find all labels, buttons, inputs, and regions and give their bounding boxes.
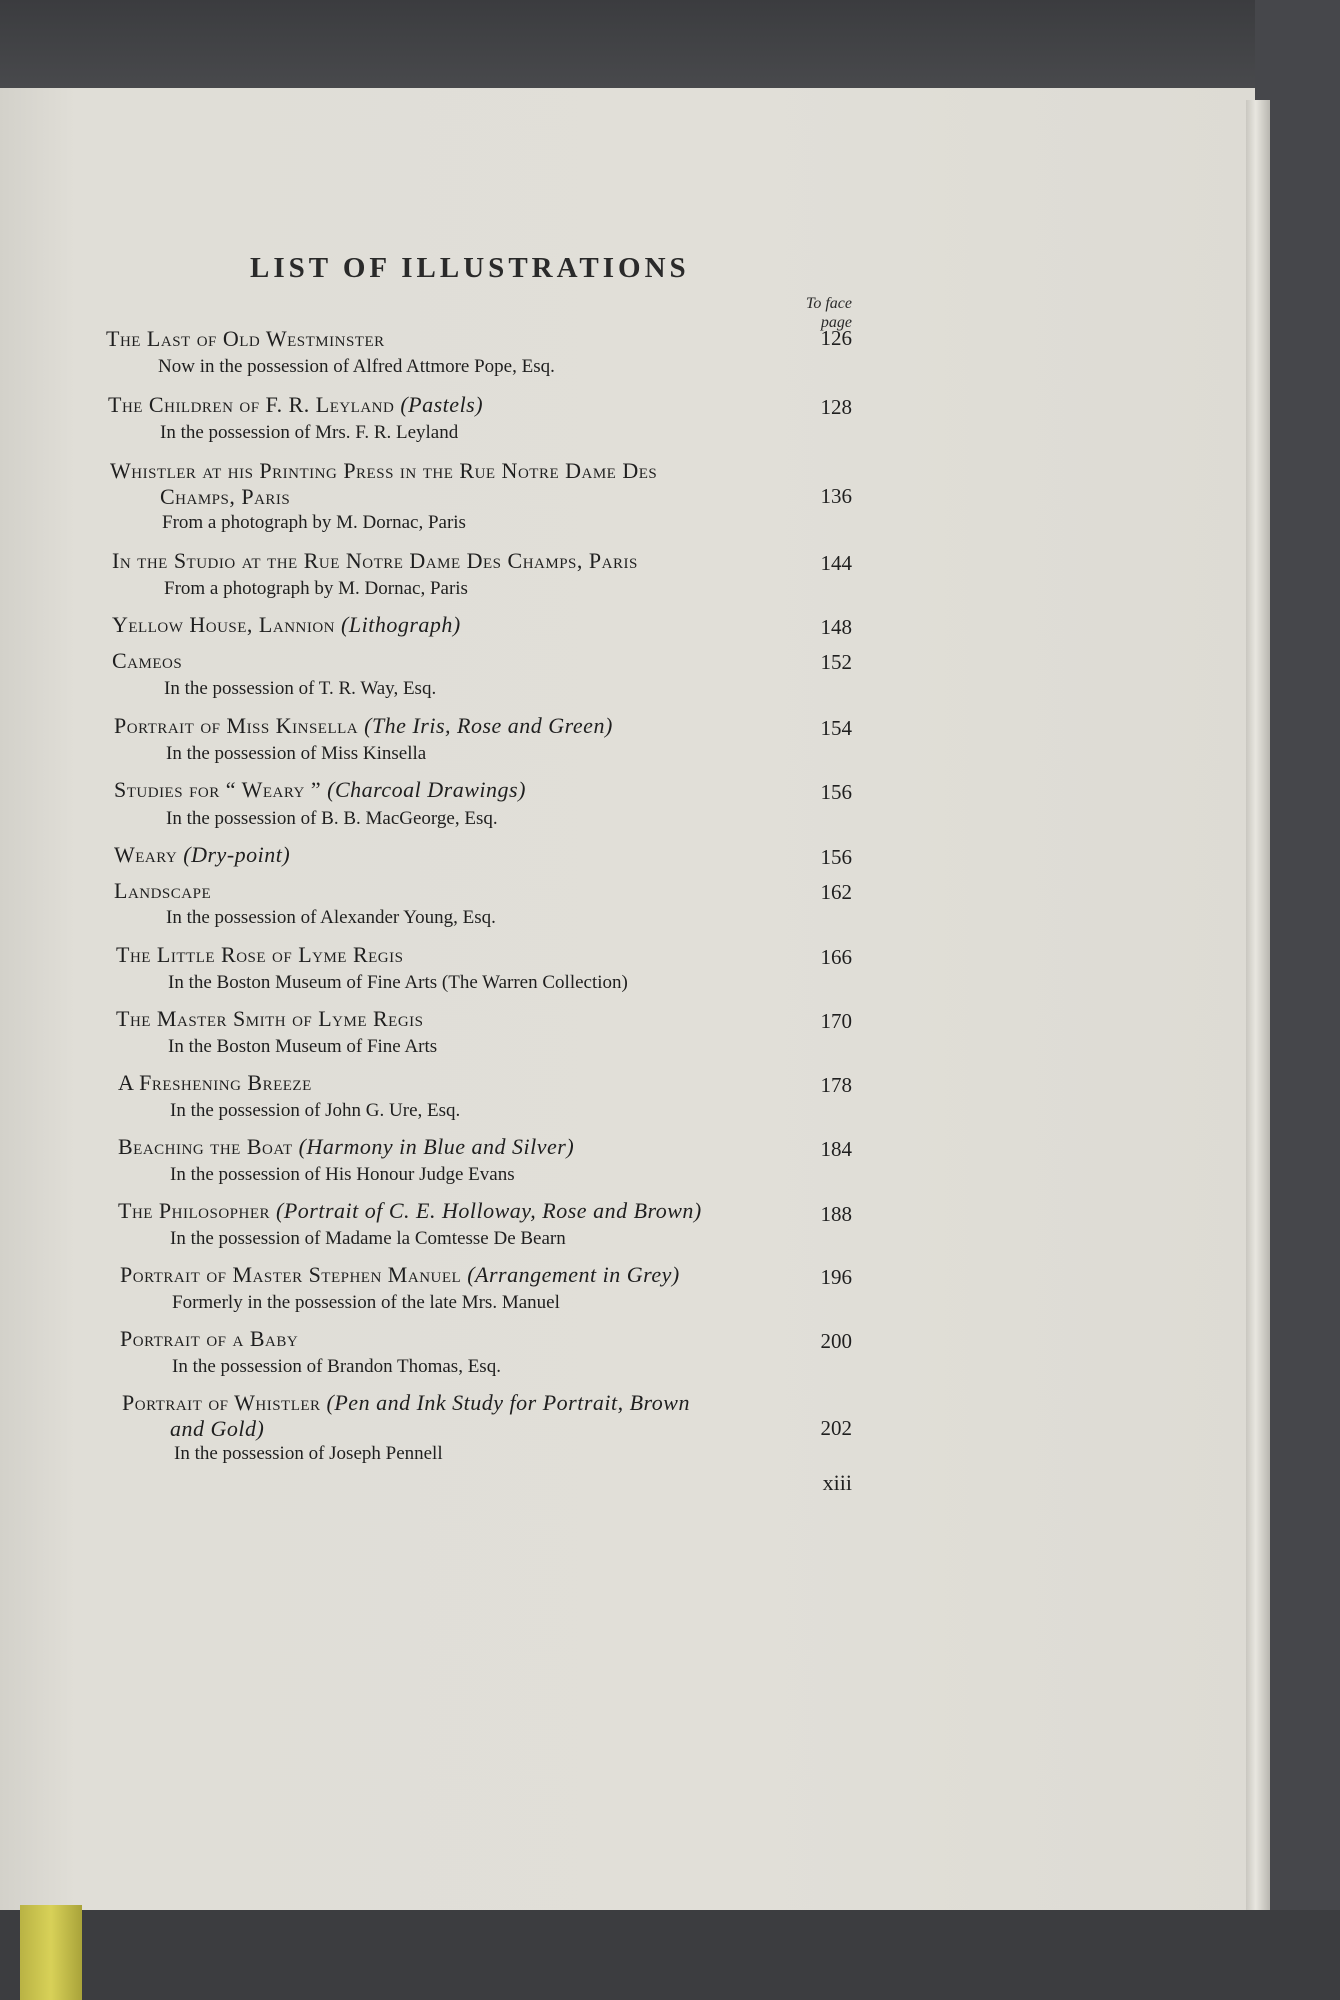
- illustration-provenance: In the Boston Museum of Fine Arts: [168, 1036, 438, 1057]
- illustration-title-text: Beaching the Boat: [118, 1134, 293, 1159]
- illustration-title-text: Whistler at his Printing Press in the Rue Notre Dame Des: [110, 458, 658, 483]
- illustration-title: [114, 842, 290, 868]
- illustration-title: [120, 1326, 298, 1352]
- illustration-title: [106, 326, 385, 352]
- illustration-title-line-2: Champs, Paris: [160, 484, 291, 509]
- illustration-page-number: 144: [820, 551, 852, 575]
- illustration-title: [114, 878, 211, 904]
- column-header-line-1: To face: [805, 295, 852, 312]
- page-title: LIST OF ILLUSTRATIONS: [250, 252, 690, 284]
- illustration-provenance: Formerly in the possession of the late Mrs. Manuel: [172, 1292, 560, 1313]
- illustration-page-number: 154: [820, 716, 852, 740]
- illustration-page-number: 156: [820, 845, 852, 869]
- illustration-title: [108, 392, 483, 418]
- illustration-title-text: The Children of F. R. Leyland: [108, 392, 395, 417]
- illustration-medium: (The Iris, Rose and Green): [364, 713, 613, 738]
- illustration-provenance: In the Boston Museum of Fine Arts (The Warren Collection): [168, 972, 628, 993]
- illustration-title: [112, 612, 461, 638]
- illustration-title-text: The Last of Old Westminster: [106, 326, 385, 351]
- illustration-provenance: From a photograph by M. Dornac, Paris: [162, 512, 466, 533]
- illustration-provenance: In the possession of Joseph Pennell: [174, 1443, 443, 1464]
- bookmark-ribbon: [20, 1905, 82, 2000]
- illustration-provenance: In the possession of John G. Ure, Esq.: [170, 1100, 461, 1121]
- illustration-medium: (Pastels): [400, 392, 484, 417]
- illustration-title: [122, 1390, 690, 1416]
- illustration-provenance: In the possession of Mrs. F. R. Leyland: [160, 422, 459, 443]
- illustration-medium: (Harmony in Blue and Silver): [298, 1134, 575, 1159]
- illustration-medium: (Charcoal Drawings): [327, 777, 526, 802]
- illustration-page-number: 202: [820, 1416, 852, 1440]
- illustration-title-text: In the Studio at the Rue Notre Dame Des Champs, Paris: [112, 548, 638, 573]
- illustration-medium: (Lithograph): [341, 612, 461, 637]
- illustration-medium: (Arrangement in Grey): [467, 1262, 680, 1287]
- illustration-title: [114, 777, 526, 803]
- illustration-page-number: 136: [820, 484, 852, 508]
- illustration-medium: (Dry-point): [183, 842, 291, 867]
- illustration-title-continued: [160, 484, 290, 510]
- illustration-title-text: Portrait of Miss Kinsella: [114, 713, 359, 738]
- illustration-title-text: The Master Smith of Lyme Regis: [116, 1006, 424, 1031]
- illustration-title-text: Studies for “ Weary ”: [114, 777, 322, 802]
- background-top: [0, 0, 1340, 100]
- illustration-title: [118, 1134, 574, 1160]
- illustration-title-text: Weary: [114, 842, 178, 867]
- illustration-page-number: 156: [820, 780, 852, 804]
- illustration-title-text: Yellow House, Lannion: [112, 612, 336, 637]
- illustration-provenance: In the possession of Alexander Young, Esq.: [166, 907, 496, 928]
- illustration-title-text: Landscape: [114, 878, 212, 903]
- illustration-provenance: In the possession of Madame la Comtesse De Bearn: [170, 1228, 566, 1249]
- illustration-medium-line-2: and Gold): [170, 1416, 265, 1441]
- illustration-page-number: 126: [820, 326, 852, 350]
- column-header-line-2: page: [820, 314, 852, 331]
- illustration-title: [118, 1070, 312, 1096]
- illustration-title: [118, 1198, 702, 1224]
- page-edge: [1246, 100, 1270, 1915]
- illustration-medium: (Pen and Ink Study for Portrait, Brown: [326, 1390, 690, 1415]
- illustration-title: [110, 458, 657, 484]
- illustration-page-number: 152: [820, 650, 852, 674]
- illustration-title-text: Portrait of a Baby: [120, 1326, 299, 1351]
- background-bottom: [0, 1910, 1340, 2000]
- illustration-title-continued: [170, 1416, 264, 1442]
- illustration-title-text: Portrait of Master Stephen Manuel: [120, 1262, 462, 1287]
- page-number: xiii: [822, 1470, 852, 1495]
- illustration-page-number: 184: [820, 1137, 852, 1161]
- illustration-medium: (Portrait of C. E. Holloway, Rose and Brown): [276, 1198, 702, 1223]
- illustration-page-number: 166: [820, 945, 852, 969]
- illustration-page-number: 196: [820, 1265, 852, 1289]
- illustration-page-number: 170: [820, 1009, 852, 1033]
- illustration-page-number: 188: [820, 1202, 852, 1226]
- illustration-provenance: In the possession of B. B. MacGeorge, Esq.: [166, 808, 498, 829]
- illustration-page-number: 148: [820, 615, 852, 639]
- illustration-title-text: A Freshening Breeze: [118, 1070, 312, 1095]
- illustration-page-number: 200: [820, 1329, 852, 1353]
- illustration-page-number: 128: [820, 395, 852, 419]
- illustration-title: [112, 548, 638, 574]
- illustration-provenance: Now in the possession of Alfred Attmore Pope, Esq.: [158, 356, 555, 377]
- illustration-title-text: The Little Rose of Lyme Regis: [116, 942, 404, 967]
- illustration-title: [114, 713, 613, 739]
- illustration-title-text: The Philosopher: [118, 1198, 271, 1223]
- illustration-provenance: In the possession of His Honour Judge Evans: [170, 1164, 515, 1185]
- illustration-provenance: In the possession of Brandon Thomas, Esq.: [172, 1356, 501, 1377]
- illustration-title: [120, 1262, 680, 1288]
- illustration-title: [116, 1006, 424, 1032]
- illustration-provenance: In the possession of T. R. Way, Esq.: [164, 678, 437, 699]
- illustration-provenance: From a photograph by M. Dornac, Paris: [164, 578, 468, 599]
- illustration-title-text: Portrait of Whistler: [122, 1390, 321, 1415]
- illustration-title: [112, 648, 182, 674]
- illustration-provenance: In the possession of Miss Kinsella: [166, 743, 427, 764]
- illustration-title: [116, 942, 403, 968]
- illustration-page-number: 178: [820, 1073, 852, 1097]
- illustration-title-text: Cameos: [112, 648, 183, 673]
- illustration-page-number: 162: [820, 880, 852, 904]
